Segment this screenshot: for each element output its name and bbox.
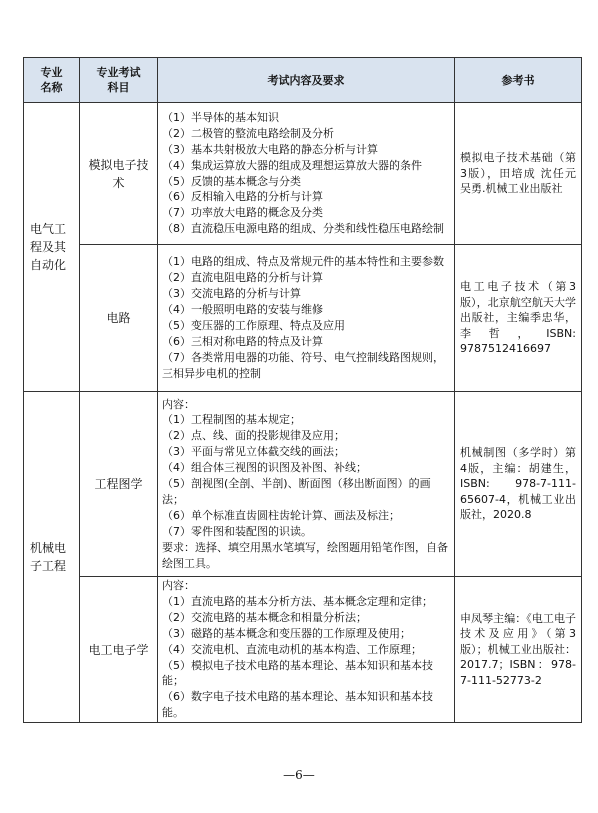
reference-cell: [455, 577, 582, 723]
content-line: （1）半导体的基本知识: [162, 110, 279, 124]
table-row: [24, 245, 582, 392]
content-line: （5）反馈的基本概念与分类: [162, 174, 301, 188]
header-major: [24, 58, 80, 103]
content-line: （5）模拟电子技术电路的基本理论、基本知识和基本技能；: [162, 658, 433, 688]
content-line: （2）二极管的整流电路绘制及分析: [162, 126, 334, 140]
content-line: 要求：选择、填空用黑水笔填写，绘图题用铅笔作图，自备绘图工具。: [162, 540, 448, 570]
major-cell: [24, 392, 80, 723]
page-number: —6—: [283, 768, 315, 782]
major-name: 机械电子工程: [30, 541, 67, 574]
content-line: （6）数字电子技术电路的基本理论、基本知识和基本技能。: [162, 690, 433, 720]
reference-cell: [455, 392, 582, 577]
content-line: 内容：: [162, 579, 195, 592]
major-name: 电气工程及其自动化: [30, 222, 67, 272]
content-cell: [158, 577, 455, 723]
content-line: （4）一般照明电路的安装与维修: [162, 303, 323, 317]
header-major-text: 专业 名称: [40, 66, 63, 94]
major-cell: [24, 103, 80, 392]
header-reference: [455, 58, 582, 103]
subject-name: 工程图学: [94, 477, 143, 491]
content-line: （8）直流稳压电源电路的组成、分类和线性稳压电路绘制: [162, 222, 444, 236]
reference-text: 模拟电子技术基础（第3版），田培成 沈任元 吴勇.机械工业出版社: [460, 151, 576, 196]
table-row: [24, 577, 582, 723]
content-cell: [158, 392, 455, 577]
table-row: [24, 392, 582, 577]
content-line: （5）剖视图(全剖、半剖)、断面图（移出断面图）的画法；: [162, 477, 431, 506]
subject-cell: [80, 577, 158, 723]
content-line: （7）各类常用电器的功能、符号、电气控制线路图规则，三相异步电机的控制: [162, 350, 444, 380]
reference-text: 申凤琴主编：《电工电子技术及应用》（第3版）；机械工业出版社：2017.7；ISBN：978-7-111-52773-2: [460, 611, 576, 687]
reference-cell: [455, 245, 582, 392]
content-line: （4）集成运算放大器的组成及理想运算放大器的条件: [162, 158, 422, 172]
content-line: （4）交流电机、直流电动机的基本构造、工作原理；: [162, 642, 422, 656]
subject-name: 电路: [106, 311, 131, 325]
content-line: （1）电路的组成、特点及常规元件的基本特性和主要参数: [162, 255, 444, 269]
content-line: 内容：: [162, 397, 195, 411]
reference-text: 机械制图（多学时）第4版，主编：胡建生， ISBN: 978-7-111-65607-4，机械工业出版社，2020.8: [460, 446, 576, 522]
content-line: （7）零件图和装配图的识读。: [162, 524, 312, 538]
content-line: （3）磁路的基本概念和变压器的工作原理及使用；: [162, 626, 411, 640]
subject-name: 模拟电子技术: [88, 157, 149, 190]
header-subject-text: 专业考试 科目: [96, 66, 141, 94]
exam-requirements-table: [23, 57, 582, 723]
subject-name: 电工电子学: [88, 642, 149, 657]
content-line: （6）反相输入电路的分析与计算: [162, 190, 323, 204]
header-subject: [80, 58, 158, 103]
content-line: （3）基本共射极放大电路的静态分析与计算: [162, 142, 378, 156]
content-line: （2）直流电阻电路的分析与计算: [162, 271, 323, 285]
header-content-text: 考试内容及要求: [267, 73, 345, 87]
reference-cell: [455, 103, 582, 245]
header-content: [158, 58, 455, 103]
content-line: （1）工程制图的基本规定；: [162, 413, 301, 427]
reference-text: 电工电子技术（第3版），北京航空航天大学出版社，主编季忠华，李哲，ISBN: 9787512416697: [460, 280, 576, 356]
content-line: （2）交流电路的基本概念和相量分析法；: [162, 610, 367, 624]
content-line: （3）平面与常见立体截交线的画法；: [162, 445, 345, 459]
content-line: （6）单个标准直齿圆柱齿轮计算、画法及标注；: [162, 508, 400, 522]
subject-cell: [80, 245, 158, 392]
content-line: （6）三相对称电路的特点及计算: [162, 334, 323, 348]
content-line: （7）功率放大电路的概念及分类: [162, 206, 323, 220]
table-row: [24, 103, 582, 245]
content-line: （1）直流电路的基本分析方法、基本概念定理和定律；: [162, 594, 433, 608]
content-cell: [158, 103, 455, 245]
content-cell: [158, 245, 455, 392]
content-line: （4）组合体三视图的识图及补图、补线；: [162, 461, 367, 475]
header-reference-text: 参考书: [501, 73, 535, 87]
content-line: （2）点、线、面的投影规律及应用；: [162, 429, 345, 443]
header-row: [24, 58, 582, 103]
content-line: （5）变压器的工作原理、特点及应用: [162, 319, 345, 332]
subject-cell: [80, 392, 158, 577]
subject-cell: [80, 103, 158, 245]
content-line: （3）交流电路的分析与计算: [162, 287, 301, 301]
